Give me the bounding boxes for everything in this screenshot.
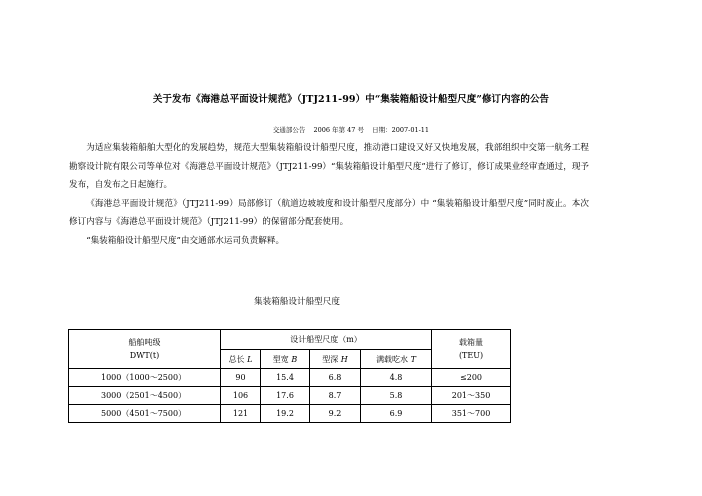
header-length: 总长 L <box>221 350 261 369</box>
meta-source: 交通部公告 <box>272 126 306 134</box>
meta-date: 日期：2007-01-11 <box>372 126 430 134</box>
header-capacity-en: (TEU) <box>458 351 484 360</box>
header-capacity-cn: 载箱量 <box>459 338 484 347</box>
table-caption: 集装箱船设计船型尺度 <box>254 297 340 307</box>
header-depth: 型深 H <box>310 350 361 369</box>
meta-number: 2006 年第 47 号 <box>313 126 365 134</box>
table-row <box>69 405 511 423</box>
header-tonnage-en: DWT(t) <box>129 351 160 360</box>
header-capacity <box>432 330 511 369</box>
cell-beam: 15.4 <box>261 369 310 387</box>
table-row <box>69 369 511 387</box>
document-body <box>69 139 589 250</box>
cell-dwt: 1000（1000～2500） <box>69 369 221 387</box>
header-draft: 满载吃水 T <box>361 350 432 369</box>
cell-draft: 4.8 <box>361 369 432 387</box>
cell-draft: 5.8 <box>361 387 432 405</box>
header-dims-group: 设计船型尺度（m） <box>221 330 432 350</box>
body-paragraph-1: 为适应集装箱船舶大型化的发展趋势，规范大型集装箱船设计船型尺度，推动港口建设又好又快地发展，我部组织中交第一航务工程勘察设计院有限公司等单位对《海港总平面设计规范》（JTJ211-99）“集装箱船设计船型尺度”进行了修订，修订成果业经审查通过，现予发布，自发布之日起施行。 <box>69 143 590 190</box>
body-paragraph-3: “集装箱船设计船型尺度”由交通部水运司负责解释。 <box>86 235 285 246</box>
cell-depth: 9.2 <box>310 405 361 423</box>
cell-depth: 8.7 <box>310 387 361 405</box>
cell-length: 106 <box>221 387 261 405</box>
cell-length: 121 <box>221 405 261 423</box>
cell-length: 90 <box>221 369 261 387</box>
document-meta <box>0 125 702 134</box>
header-tonnage-cn: 船舶吨级 <box>128 338 161 347</box>
cell-beam: 19.2 <box>261 405 310 423</box>
table-row <box>69 387 511 405</box>
cell-dwt: 3000（2501～4500） <box>69 387 221 405</box>
cell-beam: 17.6 <box>261 387 310 405</box>
cell-teu: 351～700 <box>432 405 511 423</box>
cell-dwt: 5000（4501～7500） <box>69 405 221 423</box>
header-tonnage <box>69 330 221 369</box>
ship-dimensions-table <box>68 329 511 423</box>
cell-teu: ≤200 <box>432 369 511 387</box>
document-title: 关于发布《海港总平面设计规范》（JTJ211-99）中“集装箱船设计船型尺度”修订内容的公告 <box>152 94 550 105</box>
cell-draft: 6.9 <box>361 405 432 423</box>
cell-depth: 6.8 <box>310 369 361 387</box>
body-paragraph-2: 《海港总平面设计规范》（JTJ211-99）局部修订（航道边坡坡度和设计船型尺度部分）中 “集装箱船设计船型尺度”同时废止。本次修订内容与《海港总平面设计规范》（JTJ211-99）的保留部分配套使用。 <box>69 198 589 227</box>
header-beam: 型宽 B <box>261 350 310 369</box>
cell-teu: 201～350 <box>432 387 511 405</box>
